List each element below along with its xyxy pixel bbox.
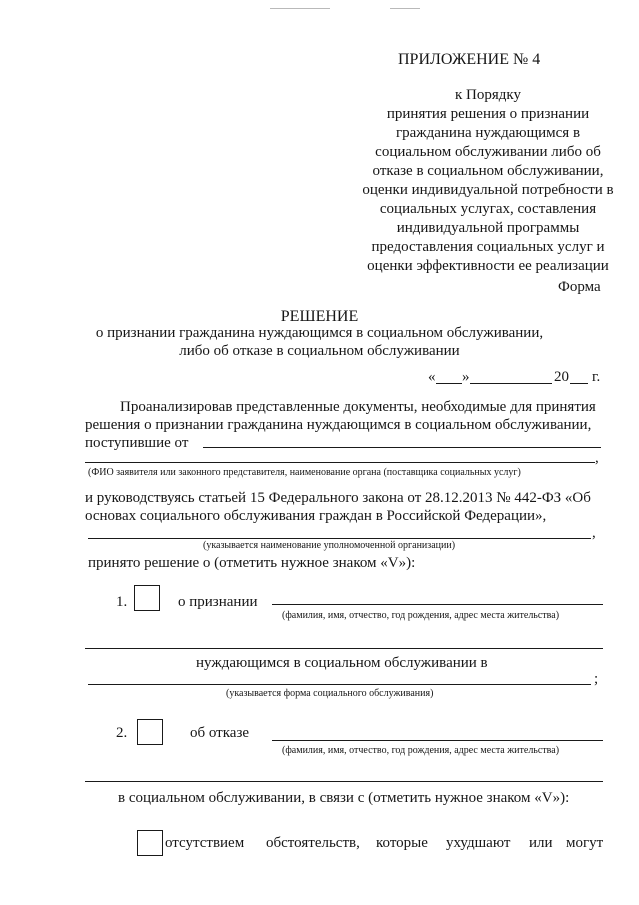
reason-word: отсутствием xyxy=(165,835,245,851)
refuse-person-field-2[interactable] xyxy=(85,781,603,782)
organization-field[interactable] xyxy=(88,538,591,539)
appendix-line: оценки эффективности ее реализации xyxy=(367,258,609,274)
decision-instruction: принято решение о (отметить нужное знаком «V»): xyxy=(88,555,416,571)
appendix-line: оценки индивидуальной потребности в xyxy=(362,182,614,198)
date-year-field[interactable] xyxy=(570,383,588,384)
reason-word: которые xyxy=(376,835,428,851)
date-close-quote: » xyxy=(462,369,470,385)
reason-word: могут xyxy=(566,835,604,851)
refuse-person-field[interactable] xyxy=(272,740,603,741)
date-month-field[interactable] xyxy=(470,383,552,384)
date-suffix: г. xyxy=(592,369,601,385)
hint-applicant: (ФИО заявителя или законного представителя, наименование органа (поставщика социальных услуг) xyxy=(88,467,521,478)
option-number: 1. xyxy=(116,594,128,610)
hint-organization: (указывается наименование уполномоченной организации) xyxy=(203,540,456,551)
form-label: Форма xyxy=(558,279,601,295)
hint-person: (фамилия, имя, отчество, год рождения, адрес места жительства) xyxy=(282,610,560,621)
hint-service-form: (указывается форма социального обслуживания) xyxy=(226,688,434,699)
scan-mark xyxy=(390,8,420,9)
comma: , xyxy=(592,525,596,541)
paragraph-text: решения о признании гражданина нуждающимся в социальном обслуживании, xyxy=(85,417,592,433)
appendix-line: к Порядку xyxy=(455,87,521,103)
scan-mark xyxy=(270,8,330,9)
decision-title: РЕШЕНИЕ xyxy=(280,308,359,325)
applicant-field-2[interactable] xyxy=(85,462,595,463)
option-number: 2. xyxy=(116,725,128,741)
recognize-label: о признании xyxy=(178,594,258,610)
date-day-field[interactable] xyxy=(436,383,462,384)
comma: , xyxy=(595,450,599,466)
appendix-line: социальных услугах, составления xyxy=(379,201,597,217)
paragraph-text: и руководствуясь статьей 15 Федерального закона от 28.12.2013 № 442-ФЗ «Об xyxy=(85,490,591,506)
paragraph-text: Проанализировав представленные документы, необходимые для принятия xyxy=(120,399,596,415)
appendix-title: ПРИЛОЖЕНИЕ № 4 xyxy=(398,51,541,68)
reason-intro: в социальном обслуживании, в связи с (отметить нужное знаком «V»): xyxy=(118,790,570,806)
reason-word: ухудшают xyxy=(446,835,511,851)
date-year-prefix: 20 xyxy=(554,369,569,385)
applicant-field[interactable] xyxy=(203,447,601,448)
needing-text: нуждающимся в социальном обслуживании в xyxy=(196,655,488,671)
recognize-checkbox[interactable] xyxy=(134,585,160,611)
appendix-line: гражданина нуждающимся в xyxy=(395,125,581,141)
semicolon: ; xyxy=(594,671,599,687)
paragraph-text: основах социального обслуживания граждан в Российской Федерации», xyxy=(85,508,547,524)
appendix-line: социальном обслуживании либо об xyxy=(375,144,601,160)
refuse-checkbox[interactable] xyxy=(137,719,163,745)
recognize-person-field[interactable] xyxy=(272,604,603,605)
appendix-line: индивидуальной программы xyxy=(396,220,580,236)
reason-word: или xyxy=(529,835,553,851)
appendix-line: предоставления социальных услуг и xyxy=(371,239,605,255)
appendix-line: отказе в социальном обслуживании, xyxy=(372,163,604,179)
hint-person: (фамилия, имя, отчество, год рождения, адрес места жительства) xyxy=(282,745,560,756)
reason-word: обстоятельств, xyxy=(266,835,360,851)
decision-subtitle: либо об отказе в социальном обслуживании xyxy=(179,343,460,359)
reason-checkbox[interactable] xyxy=(137,830,163,856)
service-form-field[interactable] xyxy=(88,684,591,685)
appendix-line: принятия решения о признании xyxy=(386,106,590,122)
recognize-person-field-2[interactable] xyxy=(85,648,603,649)
decision-subtitle: о признании гражданина нуждающимся в социальном обслуживании, xyxy=(95,325,544,341)
paragraph-text: поступившие от xyxy=(85,435,189,451)
date-open-quote: « xyxy=(428,369,436,385)
refuse-label: об отказе xyxy=(190,725,250,741)
